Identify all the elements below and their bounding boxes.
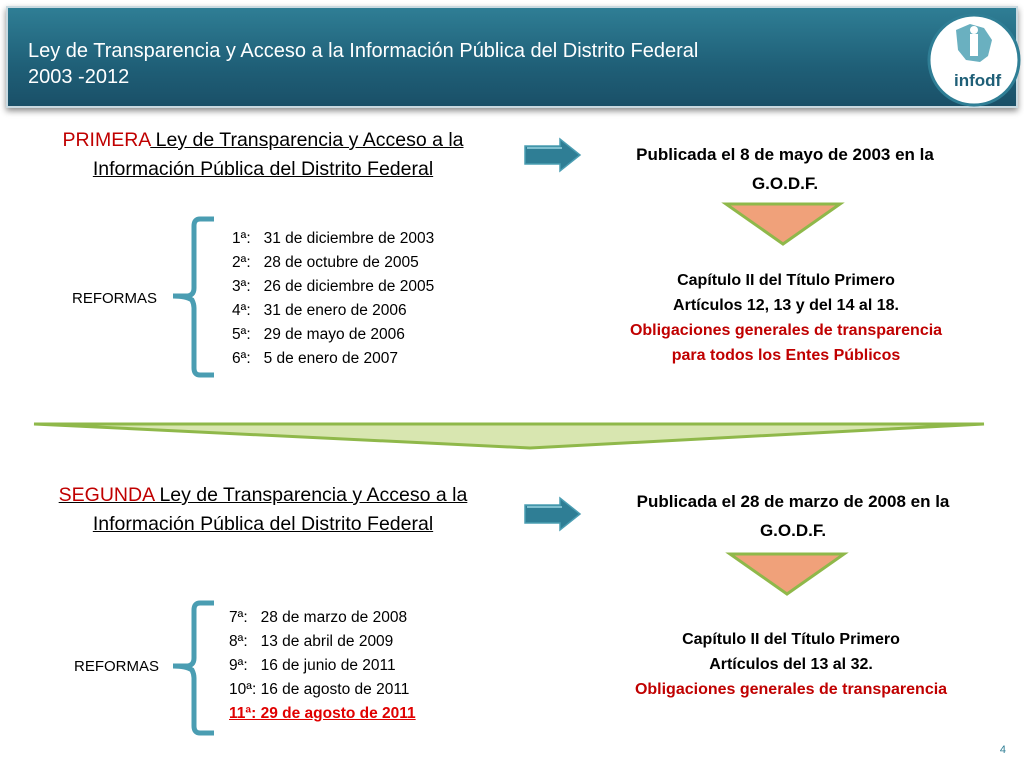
page-number: 4 [999, 744, 1006, 756]
second-ordinal: SEGUNDA [58, 484, 155, 506]
reforma-item: 1ª: 31 de diciembre de 2003 [232, 230, 435, 247]
reforma-item: 5ª: 29 de mayo de 2006 [232, 326, 405, 343]
first-reformas-list [232, 227, 434, 371]
logo-text: infodf [954, 71, 1002, 90]
infodf-logo [926, 12, 1022, 108]
reforma-item-latest: 11ª: 29 de agosto de 2011 [229, 705, 416, 722]
second-chapter-line1: Capítulo II del Título Primero [682, 631, 900, 648]
slide-title-line2: 2003 -2012 [28, 66, 130, 88]
second-law-heading [18, 481, 508, 539]
second-brace-icon [170, 600, 216, 736]
second-reformas-list [229, 606, 416, 726]
first-chapter-line3: Obligaciones generales de transparencia [629, 322, 943, 339]
first-right-arrow-icon [524, 138, 582, 172]
first-brace-icon [170, 216, 216, 378]
first-title-line2: Información Pública del Distrito Federal [92, 158, 434, 180]
first-reformas-label: REFORMAS [72, 290, 158, 307]
reforma-item: 9ª: 16 de junio de 2011 [229, 657, 396, 674]
reforma-item: 7ª: 28 de marzo de 2008 [229, 609, 408, 626]
first-title-rest: Ley de Transparencia y Acceso a la [150, 129, 464, 151]
second-title-line2: Información Pública del Distrito Federal [92, 513, 434, 535]
title-banner [6, 6, 1018, 108]
first-published [605, 140, 965, 198]
first-published-line1: Publicada el 8 de mayo de 2003 en la [636, 145, 934, 164]
second-right-arrow-icon [524, 497, 582, 531]
second-title-rest: Ley de Transparencia y Acceso a la [154, 484, 468, 506]
first-chapter-line1: Capítulo II del Título Primero [677, 272, 895, 289]
first-ordinal: PRIMERA [62, 129, 151, 151]
first-chapter-line2: Artículos 12, 13 y del 14 al 18. [673, 297, 899, 314]
second-published [608, 487, 978, 545]
first-chapter-line4: para todos los Entes Públicos [671, 347, 901, 364]
second-chapter-line2: Artículos del 13 al 32. [709, 656, 873, 673]
second-down-triangle-icon [728, 552, 846, 596]
second-chapter-info [601, 627, 981, 702]
second-published-line1: Publicada el 28 de marzo de 2008 en la [636, 492, 950, 511]
first-chapter-info [596, 268, 976, 368]
first-law-heading [18, 126, 508, 184]
reforma-item: 8ª: 13 de abril de 2009 [229, 633, 394, 650]
reforma-item: 2ª: 28 de octubre de 2005 [232, 254, 419, 271]
second-published-line2: G.O.D.F. [759, 521, 827, 540]
second-reformas-label: REFORMAS [74, 658, 160, 675]
section-divider-arrow [30, 418, 990, 452]
first-down-triangle-icon [724, 202, 842, 246]
slide-title [28, 38, 698, 90]
first-published-line2: G.O.D.F. [751, 174, 819, 193]
reforma-item: 3ª: 26 de diciembre de 2005 [232, 278, 435, 295]
second-chapter-line3: Obligaciones generales de transparencia [634, 681, 948, 698]
reforma-item: 10ª: 16 de agosto de 2011 [229, 681, 410, 698]
reforma-item: 6ª: 5 de enero de 2007 [232, 350, 399, 367]
slide-title-line1: Ley de Transparencia y Acceso a la Información Pública del Distrito Federal [28, 40, 699, 62]
reforma-item: 4ª: 31 de enero de 2006 [232, 302, 407, 319]
